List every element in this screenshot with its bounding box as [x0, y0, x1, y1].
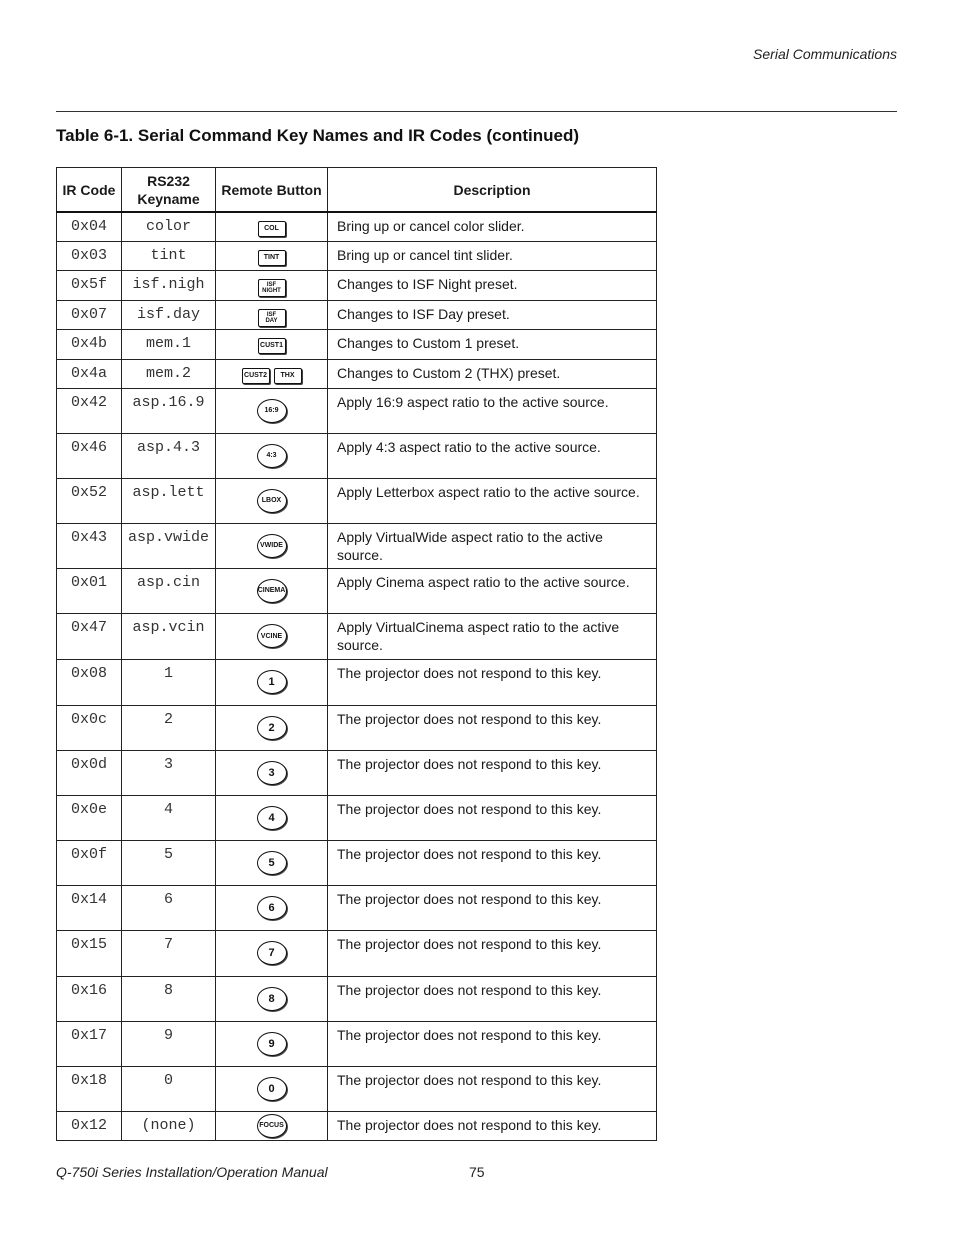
table-row: [57, 659, 657, 705]
description-cell: The projector does not respond to this key.: [328, 885, 657, 930]
ir-code-cell: 0x17: [57, 1021, 122, 1066]
table-row: [57, 433, 657, 478]
remote-button-cell: [216, 750, 328, 795]
keyname-cell: asp.16.9: [122, 388, 216, 433]
page-number: 75: [469, 1164, 485, 1180]
remote-button-group: [258, 338, 286, 354]
remote-button-cell: [216, 212, 328, 241]
table-row: [57, 523, 657, 568]
remote-button-cell: [216, 388, 328, 433]
remote-button-group: [257, 987, 287, 1011]
keyname-cell: asp.lett: [122, 478, 216, 523]
remote-button-cell: [216, 1066, 328, 1111]
table-row: [57, 212, 657, 241]
table-row: [57, 613, 657, 659]
keyname-cell: asp.vwide: [122, 523, 216, 568]
remote-button-cell: [216, 523, 328, 568]
table-row: [57, 885, 657, 930]
ir-code-cell: 0x43: [57, 523, 122, 568]
remote-button-group: [257, 1077, 287, 1101]
remote-button-group: [257, 941, 287, 965]
remote-button-group: [258, 250, 286, 266]
remote-key-icon: VCINE: [257, 624, 287, 648]
col-header-ir-code: IR Code: [57, 168, 122, 213]
col-header-keyname-line1: RS232: [147, 172, 190, 189]
ir-code-cell: 0x01: [57, 568, 122, 613]
remote-button-group: [257, 444, 287, 468]
remote-key-icon: 9: [257, 1032, 287, 1056]
remote-key-icon: 1: [257, 670, 287, 694]
description-cell: Changes to ISF Day preset.: [328, 300, 657, 329]
remote-button-cell: [216, 976, 328, 1021]
description-cell: The projector does not respond to this key.: [328, 659, 657, 705]
remote-button-group: [257, 896, 287, 920]
ir-code-cell: 0x14: [57, 885, 122, 930]
ir-code-cell: 0x0f: [57, 840, 122, 885]
description-cell: The projector does not respond to this key.: [328, 795, 657, 840]
remote-key-icon: VWIDE: [257, 534, 287, 558]
description-cell: Apply 4:3 aspect ratio to the active source.: [328, 433, 657, 478]
remote-key-icon: 4: [257, 806, 287, 830]
remote-button-cell: [216, 329, 328, 359]
col-header-remote-button: Remote Button: [216, 168, 328, 213]
remote-key-icon: ISF NIGHT: [258, 279, 286, 297]
description-cell: The projector does not respond to this key.: [328, 976, 657, 1021]
ir-code-cell: 0x03: [57, 241, 122, 270]
description-cell: Changes to Custom 1 preset.: [328, 329, 657, 359]
table-row: [57, 795, 657, 840]
keyname-cell: isf.nigh: [122, 270, 216, 300]
table-row: [57, 930, 657, 976]
remote-button-cell: [216, 659, 328, 705]
remote-key-icon: CUST1: [258, 338, 286, 354]
table-row: [57, 388, 657, 433]
col-header-keyname-line2: Keyname: [137, 190, 200, 207]
keyname-cell: mem.1: [122, 329, 216, 359]
remote-button-group: [257, 1032, 287, 1056]
ir-code-cell: 0x16: [57, 976, 122, 1021]
table-row: [57, 478, 657, 523]
ir-code-cell: 0x12: [57, 1111, 122, 1140]
remote-key-icon: 16:9: [257, 399, 287, 423]
col-header-keyname: [122, 168, 216, 213]
description-cell: Apply Letterbox aspect ratio to the active source.: [328, 478, 657, 523]
keyname-cell: color: [122, 212, 216, 241]
remote-button-group: [258, 309, 286, 327]
table-row: [57, 840, 657, 885]
description-cell: Apply VirtualWide aspect ratio to the active source.: [328, 523, 657, 568]
keyname-cell: isf.day: [122, 300, 216, 329]
table-row: [57, 750, 657, 795]
keyname-cell: 8: [122, 976, 216, 1021]
keyname-cell: 0: [122, 1066, 216, 1111]
remote-button-group: [257, 1114, 287, 1138]
remote-button-group: [257, 716, 287, 740]
remote-button-cell: [216, 930, 328, 976]
remote-button-group: [257, 399, 287, 423]
keyname-cell: 1: [122, 659, 216, 705]
remote-button-group: [258, 221, 286, 237]
description-cell: Bring up or cancel tint slider.: [328, 241, 657, 270]
remote-key-icon: COL: [258, 221, 286, 237]
remote-key-icon: FOCUS: [257, 1114, 287, 1138]
remote-key-icon: CUST2: [242, 368, 270, 384]
keyname-cell: 4: [122, 795, 216, 840]
ir-code-cell: 0x08: [57, 659, 122, 705]
remote-key-icon: LBOX: [257, 489, 287, 513]
keyname-cell: asp.4.3: [122, 433, 216, 478]
remote-button-cell: [216, 300, 328, 329]
ir-code-cell: 0x4a: [57, 359, 122, 388]
running-head: Serial Communications: [753, 46, 897, 62]
ir-code-cell: 0x52: [57, 478, 122, 523]
remote-button-group: [257, 489, 287, 513]
remote-key-icon: ISF DAY: [258, 309, 286, 327]
remote-button-cell: [216, 359, 328, 388]
remote-key-icon: THX: [274, 368, 302, 384]
ir-code-cell: 0x42: [57, 388, 122, 433]
remote-key-icon: 8: [257, 987, 287, 1011]
description-cell: Apply VirtualCinema aspect ratio to the active source.: [328, 613, 657, 659]
description-cell: Bring up or cancel color slider.: [328, 212, 657, 241]
remote-key-icon: 0: [257, 1077, 287, 1101]
col-header-description: Description: [328, 168, 657, 213]
table-row: [57, 300, 657, 329]
description-cell: Apply Cinema aspect ratio to the active source.: [328, 568, 657, 613]
remote-key-icon: 7: [257, 941, 287, 965]
remote-key-icon: 6: [257, 896, 287, 920]
remote-key-icon: 3: [257, 761, 287, 785]
remote-key-icon: 2: [257, 716, 287, 740]
table-row: [57, 1021, 657, 1066]
table-caption: Table 6-1. Serial Command Key Names and IR Codes (continued): [56, 126, 580, 145]
footer-manual-title: Q-750i Series Installation/Operation Manual: [56, 1164, 328, 1180]
keyname-cell: asp.cin: [122, 568, 216, 613]
remote-button-cell: [216, 840, 328, 885]
description-cell: The projector does not respond to this key.: [328, 1021, 657, 1066]
remote-key-icon: 5: [257, 851, 287, 875]
header-rule: [56, 111, 897, 112]
remote-button-cell: [216, 885, 328, 930]
remote-button-cell: [216, 613, 328, 659]
keyname-cell: 2: [122, 705, 216, 750]
remote-button-cell: [216, 270, 328, 300]
remote-key-icon: CINEMA: [257, 579, 287, 603]
remote-button-group: [257, 670, 287, 694]
remote-button-cell: [216, 568, 328, 613]
remote-key-icon: 4:3: [257, 444, 287, 468]
ir-code-cell: 0x4b: [57, 329, 122, 359]
keyname-cell: mem.2: [122, 359, 216, 388]
ir-code-cell: 0x18: [57, 1066, 122, 1111]
table-row: [57, 705, 657, 750]
remote-button-cell: [216, 478, 328, 523]
remote-button-group: [257, 534, 287, 558]
table-row: [57, 976, 657, 1021]
ir-code-cell: 0x47: [57, 613, 122, 659]
remote-button-cell: [216, 433, 328, 478]
remote-button-group: [257, 579, 287, 603]
table-row: [57, 241, 657, 270]
keyname-cell: 5: [122, 840, 216, 885]
description-cell: The projector does not respond to this key.: [328, 750, 657, 795]
header-row: [57, 168, 657, 213]
ir-code-cell: 0x0c: [57, 705, 122, 750]
keyname-cell: (none): [122, 1111, 216, 1140]
keyname-cell: 9: [122, 1021, 216, 1066]
description-cell: The projector does not respond to this key.: [328, 1111, 657, 1140]
ir-code-cell: 0x15: [57, 930, 122, 976]
keyname-cell: 6: [122, 885, 216, 930]
description-cell: Apply 16:9 aspect ratio to the active source.: [328, 388, 657, 433]
description-cell: The projector does not respond to this key.: [328, 1066, 657, 1111]
remote-button-group: [258, 279, 286, 297]
keyname-cell: asp.vcin: [122, 613, 216, 659]
remote-button-group: [257, 806, 287, 830]
remote-button-group: [242, 368, 302, 384]
ir-code-cell: 0x07: [57, 300, 122, 329]
description-cell: Changes to Custom 2 (THX) preset.: [328, 359, 657, 388]
table-row: [57, 1111, 657, 1140]
remote-key-icon: TINT: [258, 250, 286, 266]
table-row: [57, 270, 657, 300]
ir-code-cell: 0x04: [57, 212, 122, 241]
table-row: [57, 359, 657, 388]
table-row: [57, 568, 657, 613]
keyname-cell: tint: [122, 241, 216, 270]
keyname-cell: 7: [122, 930, 216, 976]
description-cell: The projector does not respond to this key.: [328, 840, 657, 885]
keyname-cell: 3: [122, 750, 216, 795]
ir-code-cell: 0x5f: [57, 270, 122, 300]
description-cell: The projector does not respond to this key.: [328, 930, 657, 976]
remote-button-cell: [216, 1111, 328, 1140]
table-row: [57, 1066, 657, 1111]
remote-button-cell: [216, 795, 328, 840]
remote-button-cell: [216, 1021, 328, 1066]
remote-button-group: [257, 624, 287, 648]
description-cell: The projector does not respond to this key.: [328, 705, 657, 750]
remote-button-group: [257, 761, 287, 785]
ir-code-cell: 0x0d: [57, 750, 122, 795]
ir-code-cell: 0x0e: [57, 795, 122, 840]
remote-button-group: [257, 851, 287, 875]
remote-button-cell: [216, 705, 328, 750]
command-table: [56, 167, 657, 1141]
remote-button-cell: [216, 241, 328, 270]
ir-code-cell: 0x46: [57, 433, 122, 478]
table-row: [57, 329, 657, 359]
description-cell: Changes to ISF Night preset.: [328, 270, 657, 300]
